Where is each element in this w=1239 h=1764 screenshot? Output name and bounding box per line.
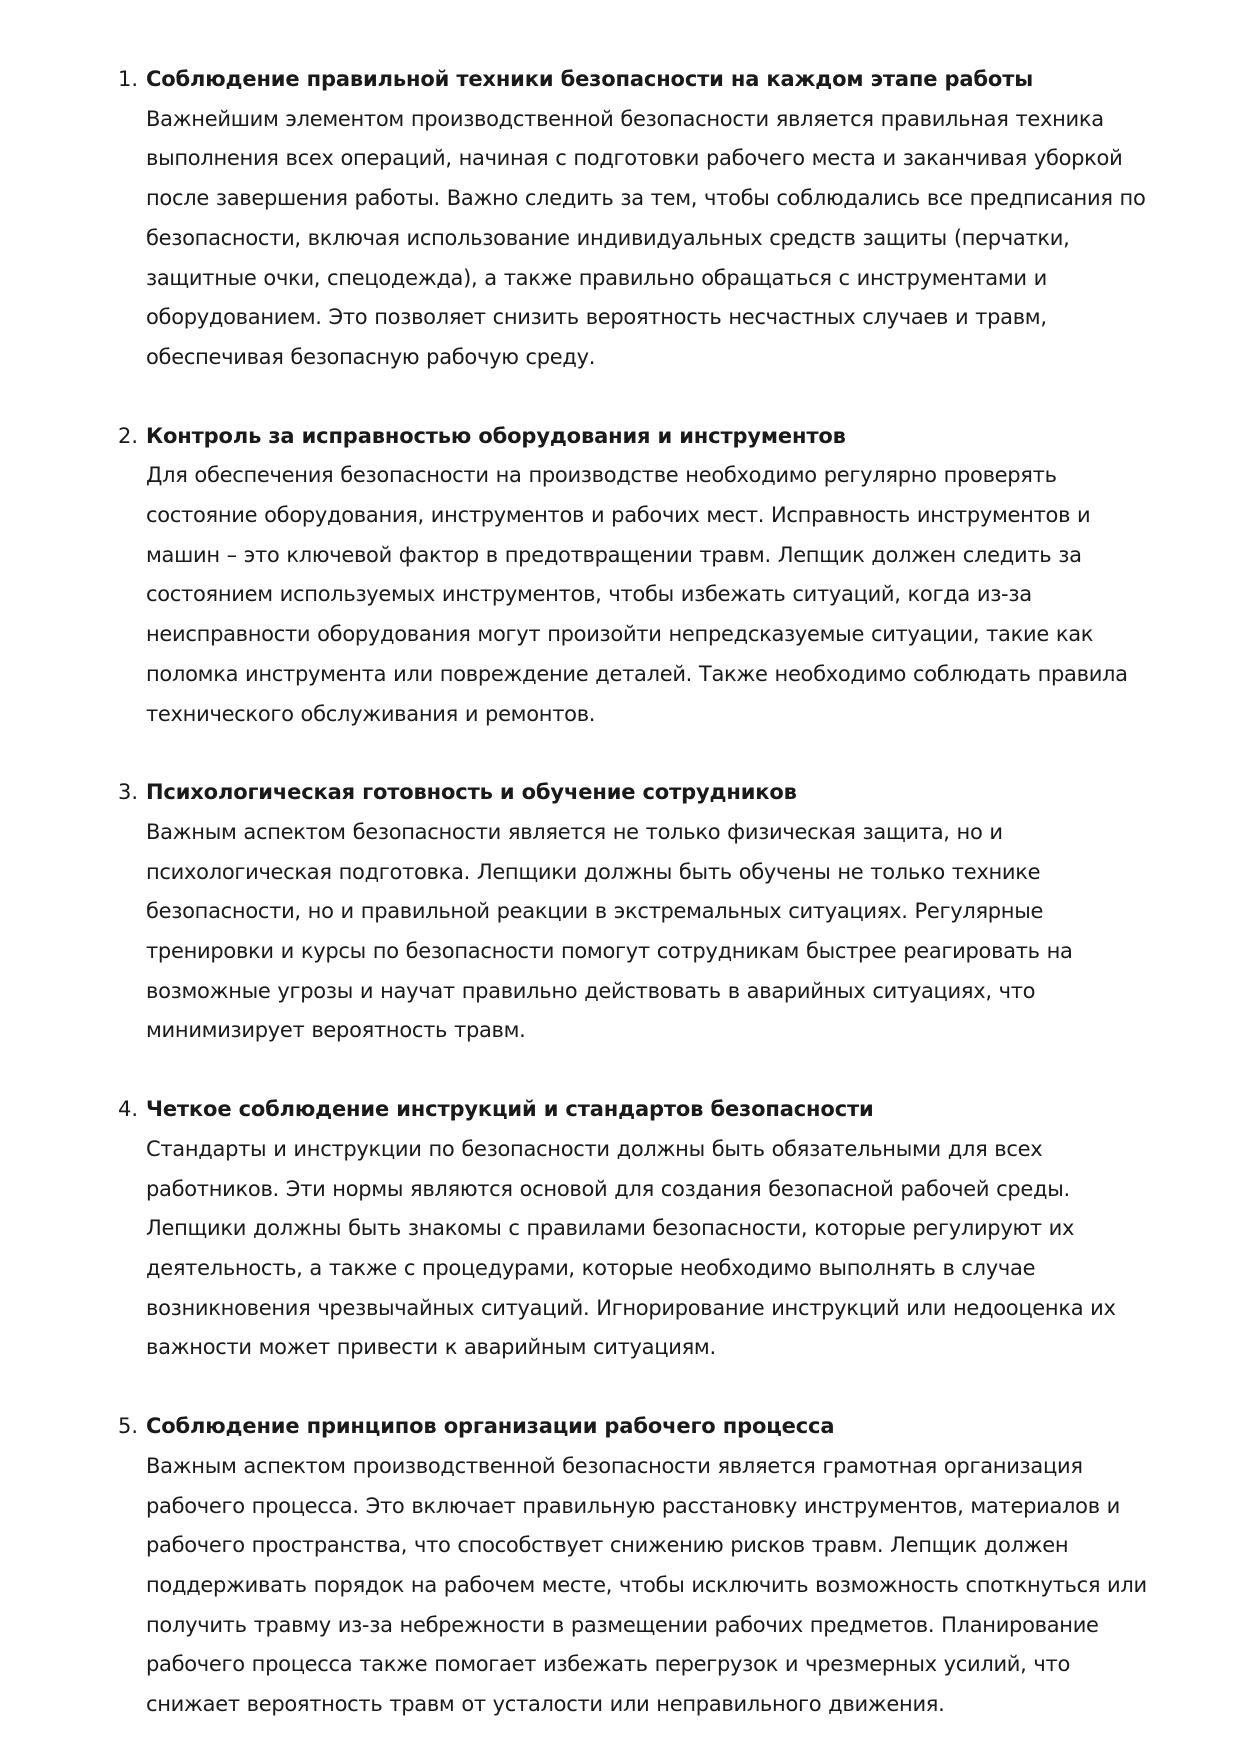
item-heading: Четкое соблюдение инструкций и стандартов безопасности: [146, 1097, 874, 1122]
item-number: 3.: [118, 780, 139, 805]
list-item: [118, 417, 1158, 735]
item-heading: Контроль за исправностью оборудования и инструментов: [146, 423, 846, 448]
item-heading: Соблюдение принципов организации рабочего процесса: [146, 1414, 835, 1439]
item-number: 5.: [118, 1414, 139, 1439]
numbered-list: [118, 60, 1158, 1764]
item-body: Стандарты и инструкции по безопасности должны быть обязательными для всех работников. Эти нормы являются основой для создания безопасной рабочей среды. Лепщики должны быть знакомы с правилами безопасности, которые регулируют их деятельность, а также с процедурами, которые необходимо выполнять в случае возникновения чрезвычайных ситуаций. Игнорирование инструкций или недооценка их важности может привести к аварийным ситуациям.: [146, 1136, 1116, 1360]
item-body: Важным аспектом безопасности является не только физическая защита, но и психологическая подготовка. Лепщики должны быть обучены не только технике безопасности, но и правильной реакции в экстремальных ситуациях. Регулярные тренировки и курсы по безопасности помогут сотрудникам быстрее реагировать на возможные угрозы и научат правильно действовать в аварийных ситуациях, что минимизирует вероятность травм.: [146, 819, 1073, 1043]
list-item: [118, 1407, 1158, 1725]
item-number: 4.: [118, 1097, 139, 1122]
item-heading: Психологическая готовность и обучение сотрудников: [146, 780, 797, 805]
item-body: Для обеспечения безопасности на производстве необходимо регулярно проверять состояние оборудования, инструментов и рабочих мест. Исправность инструментов и машин – это ключевой фактор в предотвращении травм. Лепщик должен следить за состоянием используемых инструментов, чтобы избежать ситуаций, когда из-за неисправности оборудования могут произойти непредсказуемые ситуации, такие как поломка инструмента или повреждение деталей. Также необходимо соблюдать правила технического обслуживания и ремонтов.: [146, 463, 1128, 726]
item-number: 1.: [118, 67, 139, 91]
item-number: 2.: [118, 423, 139, 448]
item-heading: Соблюдение правильной техники безопасности на каждом этапе работы: [146, 67, 1034, 91]
item-body: Важнейшим элементом производственной безопасности является правильная техника выполнения всех операций, начиная с подготовки рабочего места и заканчивая уборкой после завершения работы. Важно следить за тем, чтобы соблюдались все предписания по безопасности, включая использование индивидуальных средств защиты (перчатки, защитные очки, спецодежда), а также правильно обращаться с инструментами и оборудованием. Это позволяет снизить вероятность несчастных случаев и травм, обеспечивая безопасную рабочую среду.: [146, 106, 1146, 369]
item-body: Важным аспектом производственной безопасности является грамотная организация рабочего процесса. Это включает правильную расстановку инструментов, материалов и рабочего пространства, что способствует снижению рисков травм. Лепщик должен поддерживать порядок на рабочем месте, чтобы исключить возможность споткнуться или получить травму из-за небрежности в размещении рабочих предметов. Планирование рабочего процесса также помогает избежать перегрузок и чрезмерных усилий, что снижает вероятность травм от усталости или неправильного движения.: [146, 1453, 1147, 1717]
list-item: [118, 1090, 1158, 1368]
list-item: [118, 60, 1158, 378]
list-item: [118, 773, 1158, 1051]
